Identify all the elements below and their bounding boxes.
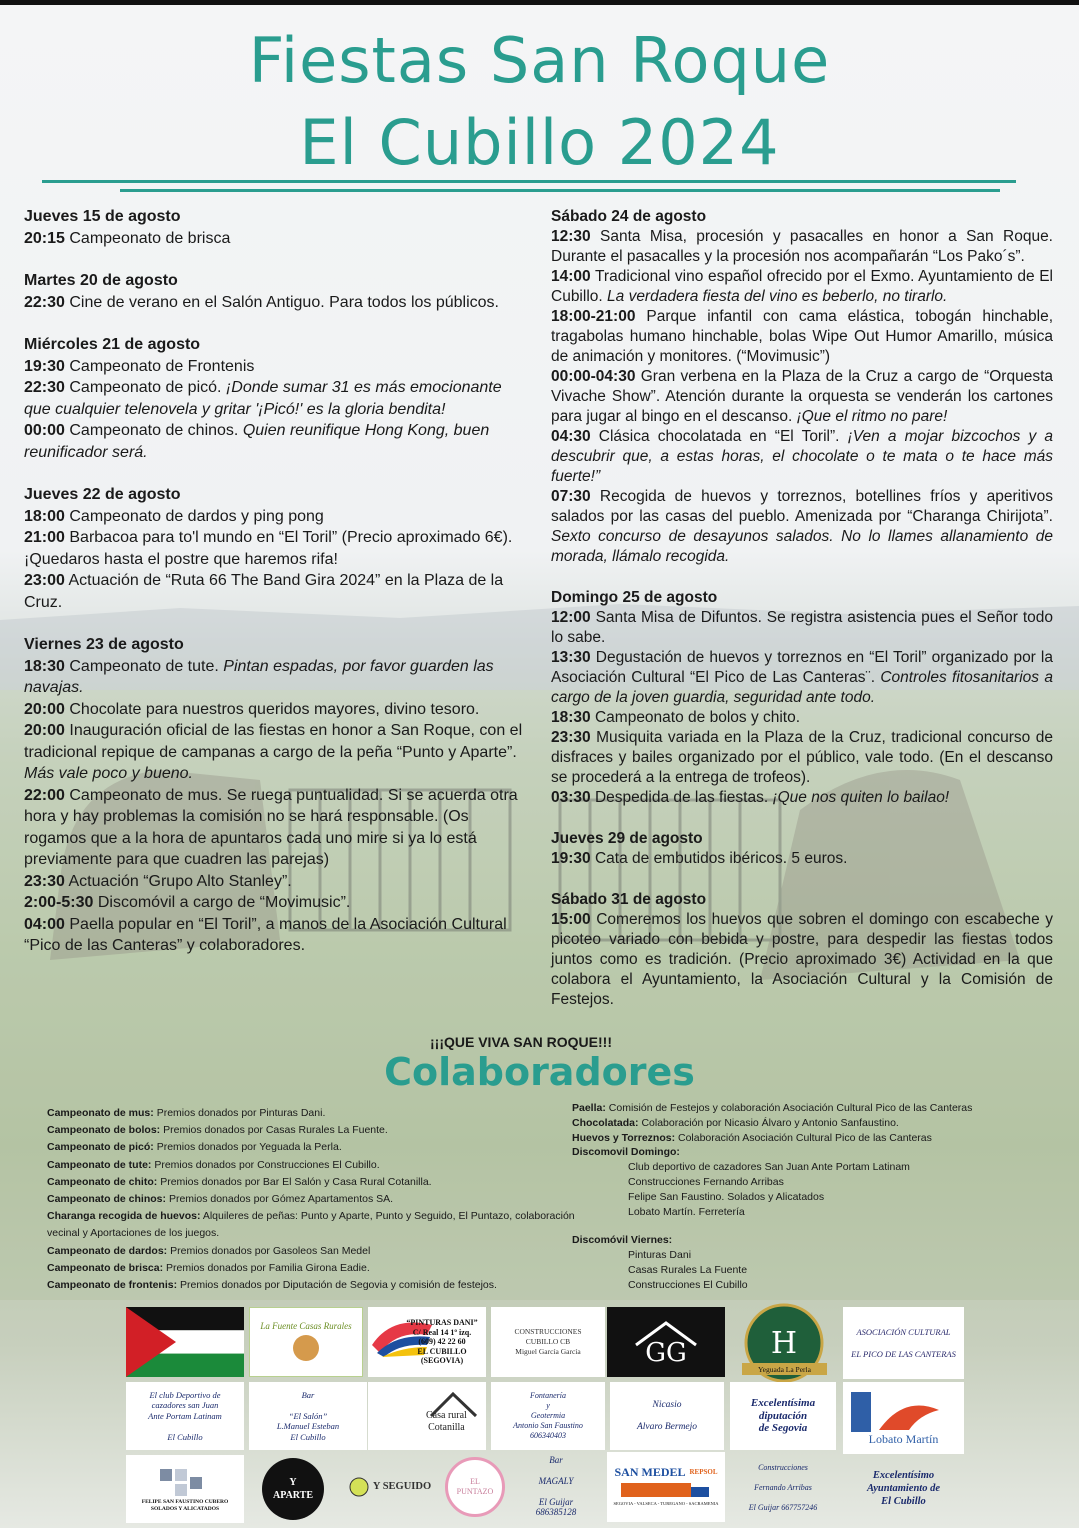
colaborador-line [47,1277,607,1294]
event-time: 23:00 [24,572,65,589]
program-event [24,420,524,463]
colaborador-text: Premios donados por Pinturas Dani. [156,1107,326,1119]
program-event [24,656,524,699]
title-rule-top [42,180,1016,183]
program-event [24,527,524,570]
colaborador-label: Campeonato de frontenis: [47,1279,178,1292]
event-text: Inauguración oficial de las fiestas en honor a San Roque, con el tradicional repique de campanas a cargo de la peña “Punto y Aparte”. [24,722,523,761]
event-time: 03:30 [551,789,591,806]
gg-logo [607,1307,725,1377]
event-time: 04:30 [551,428,591,445]
event-time: 19:30 [551,850,591,867]
discomovil-sponsor: Pinturas Dani [628,1249,692,1262]
colaborador-line [47,1243,607,1260]
event-text: Degustación de huevos y torreznos en “El Toril” organizado por la Asociación Cultural “El Pico de Las Canteras¨. [551,649,1053,686]
day-title: Sábado 31 de agosto [551,891,707,908]
program-event [551,487,1053,567]
colaborador-text: Premios donados por Yeguada la Perla. [156,1141,342,1154]
punto-y-seguido-logo: Y SEGUIDO [340,1472,440,1502]
event-italic-note: ¡Que el ritmo no pare! [796,408,948,425]
event-text: Cine de verano en el Salón Antiguo. Para todos los públicos. [69,293,499,311]
event-time: 07:30 [551,488,591,505]
program-event [24,699,524,721]
colaborador-line [47,1260,607,1277]
club-cazadores-logo: El club Deportivo de cazadores san Juan Ante Portam Latinam El Cubillo [126,1382,244,1450]
discomovil-sponsor: Club deportivo de cazadores San Juan Ante Portam Latinam [628,1161,910,1174]
colaborador-label: Huevos y Torreznos: [572,1131,676,1144]
viva-san-roque: ¡¡¡QUE VIVA SAN ROQUE!!! [430,1034,612,1050]
palestine-flag-logo [126,1307,244,1377]
discomovil-sponsor: Construcciones Fernando Arribas [628,1175,784,1188]
program-event [551,367,1053,427]
program-day [24,270,524,313]
title-line-2: El Cubillo 2024 [299,106,780,179]
event-time: 13:30 [551,649,591,666]
program-day [24,334,524,463]
program-event [551,728,1053,788]
day-title: Jueves 29 de agosto [551,830,703,847]
program-day [551,207,1053,567]
event-italic-note: Quien reunifique Hong Kong, buen reunificador será. [24,422,490,461]
program-day [551,588,1053,808]
pinturas-dani-logo: “PINTURAS DANI” C/ Real 14 1º izq. (609) 42 22 60 EL CUBILLO (SEGOVIA) [368,1307,486,1377]
event-time: 2:00-5:30 [24,894,94,911]
colaborador-line [47,1139,607,1156]
discomovil-viernes-label: Discomóvil Viernes: [572,1234,673,1247]
event-time: 20:00 [24,700,65,718]
event-text: Parque infantil con cama elástica, tobogán hinchable, tragabolas humano hinchable, bolas Wipe Out Humor Amarillo, música de animación y monitores. (“Movimusic”) [551,308,1053,365]
gasoleos-san-medel-logo: SAN MEDEL REPSOL SEGOVIA - VALSECA - TUREGANO - SACRAMENIA [607,1452,725,1522]
title-line-1: Fiestas San Roque [248,24,831,97]
program-event [551,227,1053,267]
colaborador-text: Premios donados por Construcciones El Cubillo. [154,1158,380,1171]
colaborador-line [572,1101,1052,1116]
casa-rural-cotanilla-logo: Casa rural Cotanilla [368,1382,486,1450]
discomovil-domingo-label: Discomovil Domingo: [572,1146,680,1159]
program-event [551,267,1053,307]
colaborador-label: Chocolatada: [572,1116,639,1129]
colaborador-label: Campeonato de chinos: [47,1193,167,1206]
colaborador-label: Campeonato de picó: [47,1141,154,1154]
event-time: 22:30 [24,379,65,396]
event-text: Paella popular en “El Toril”, a manos de la Asociación Cultural “Pico de las Canteras” y colaboradores. [24,915,507,954]
colaborador-label: Charanga recogida de huevos: [47,1210,201,1223]
event-time: 23:30 [24,872,65,890]
event-text: Campeonato de chinos. [69,422,239,439]
colaborador-text: Premios donados por Diputación de Segovia y comisión de festejos. [180,1279,497,1292]
day-title: Martes 20 de agosto [24,272,178,289]
event-text: Campeonato de mus. Se ruega puntualidad. Si se acuerda otra hora y hay problemas la comisión no se hará responsable. (Os rogamos que a la hora de apuntaros cada uno mire si ya lo está previamente para que cuadren las parejas) [24,786,518,868]
event-text: Discomóvil a cargo de “Movimusic”. [97,894,351,911]
colaborador-line [572,1131,1052,1146]
colaborador-label: Campeonato de mus: [47,1107,154,1119]
event-text: Campeonato de dardos y ping pong [69,507,324,525]
colaborador-label: Campeonato de brisca: [47,1261,164,1274]
discomovil-sponsor: Casas Rurales La Fuente [628,1263,748,1276]
colaboradores-title: Colaboradores [384,1050,695,1094]
event-italic-note: ¡Que nos quiten lo bailao! [772,789,950,806]
day-title: Miércoles 21 de agosto [24,336,201,353]
event-time: 21:00 [24,529,65,546]
event-time: 18:00-21:00 [551,308,636,325]
colaborador-line [47,1122,607,1139]
discomovil-sponsor: Construcciones El Cubillo [628,1278,748,1291]
event-time: 04:00 [24,915,65,933]
event-text: Barbacoa para to'l mundo en “El Toril” (Precio aproximado 6€). ¡Quedaros hasta el postre que haremos rifa! [24,529,513,568]
event-text: Clásica chocolatada en “El Toril”. [598,428,840,445]
event-text: Campeonato de picó. [69,379,222,396]
nicasio-logo: Nicasio Alvaro Bermejo [610,1382,724,1450]
event-text: Actuación de “Ruta 66 The Band Gira 2024” en la Plaza de la Cruz. [24,572,504,611]
program-event [24,892,524,914]
program-right-column [551,207,1053,1031]
event-time: 14:00 [551,268,591,285]
event-text: Campeonato de bolos y chito. [594,709,801,726]
colaborador-text: Premios donados por Gasoleos San Medel [170,1244,371,1257]
colaborador-text: Comisión de Festejos y colaboración Asociación Cultural Pico de las Canteras [608,1102,973,1114]
colaborador-line [47,1174,607,1191]
event-text: Campeonato de brisca [69,229,231,247]
colaborador-text: Premios donados por Familia Girona Eadie. [166,1261,370,1274]
title-rule-bottom [120,189,1000,192]
event-italic-note: La verdadera fiesta del vino es beberlo, no tirarlo. [607,288,948,305]
event-text: Santa Misa, procesión y pasacalles en honor a San Roque. Durante el pasacalles y la procesión nos acompañarán “Los Pako´s”. [551,228,1053,265]
day-title: Sábado 24 de agosto [551,208,707,225]
yeguada-la-perla-logo: H Yeguada La Perla [732,1303,837,1385]
event-italic-note: Más vale poco y bueno. [24,765,193,782]
event-text: Campeonato de tute. [69,657,219,675]
event-italic-note: Pintan espadas, por favor guarden las navajas. [24,657,494,696]
event-time: 20:15 [24,229,65,247]
discomovil-sponsor: Lobato Martín. Ferretería [628,1205,745,1218]
bar-magaly-logo: Bar MAGALY El Guijar 686385128 [535,1454,577,1517]
day-title: Jueves 15 de agosto [24,208,181,225]
colaborador-line [572,1116,1052,1131]
program-event [551,307,1053,367]
event-text: Musiquita variada en la Plaza de la Cruz, tradicional concurso de disfraces y bailes organizado por el público, vale todo. (En el descanso se procederá a la entrega de trofeos). [551,729,1053,786]
colaborador-text: Premios donados por Gómez Apartamentos SA. [168,1193,394,1206]
el-puntazo-logo: EL PUNTAZO [445,1457,505,1517]
event-time: 23:30 [551,729,591,746]
event-text: Actuación “Grupo Alto Stanley”. [68,872,292,890]
event-text: Gran verbena en la Plaza de la Cruz a cargo de “Orquesta Vivache Show”. Atención durante la orquesta se venderán los cartones para jugar al bingo en el descanso. [551,368,1053,425]
event-text: Cata de embutidos ibéricos. 5 euros. [594,850,848,867]
event-text: Recogida de huevos y torreznos, botellines fríos y aperitivos salados por las casas del pueblo. Amenizada por “Charanga Chirijota”. [551,488,1053,525]
program-event [24,914,524,957]
colaborador-line [47,1208,607,1242]
casas-rurales-la-fuente-logo: La Fuente Casas Rurales [249,1307,363,1377]
colaborador-line [47,1105,607,1122]
program-day [551,829,1053,869]
program-event [24,570,524,613]
colaborador-text: Alquileres de peñas: Punto y Aparte, Punto y Seguido, El Puntazo, colaboración vecinal y Aportaciones de los juegos. [47,1210,575,1240]
program-event [24,506,524,528]
event-time: 12:30 [551,228,591,245]
program-event [24,356,524,378]
colaborador-line [47,1191,607,1208]
event-time: 12:00 [551,609,591,626]
program-left-column [24,206,524,978]
top-border [0,0,1079,5]
program-event [24,228,524,250]
program-event [551,427,1053,487]
event-time: 20:00 [24,722,65,739]
event-time: 18:30 [551,709,591,726]
event-time: 22:00 [24,786,65,804]
lobato-martin-logo: Lobato Martín [843,1382,964,1454]
day-title: Viernes 23 de agosto [24,636,184,653]
asociacion-cultural-logo: ASOCIACIÓN CULTURAL EL PICO DE LAS CANTERAS [843,1307,964,1379]
colaborador-line [47,1157,607,1174]
program-event [24,292,524,314]
colaboradores-left-list [47,1105,607,1294]
colaborador-label: Campeonato de dardos: [47,1244,168,1257]
event-time: 00:00 [24,422,65,439]
colaborador-label: Campeonato de tute: [47,1158,152,1171]
bar-el-salon-logo: Bar “El Salón” L.Manuel Esteban El Cubillo [249,1382,367,1450]
event-time: 18:00 [24,507,65,525]
colaborador-text: Premios donados por Bar El Salón y Casa Rural Cotanilla. [160,1175,432,1188]
event-italic-note: ¡Donde sumar 31 es más emocionante que cualquier telenovela y gritar '¡Picó!' es la gloria bendita! [24,379,502,418]
colaboradores-right-list [572,1101,1052,1293]
program-event [551,910,1053,1010]
event-time: 19:30 [24,357,65,375]
program-event [24,785,524,871]
event-italic-note: Sexto concurso de desayunos salados. No lo llames allanamiento de morada, llámalo recogida. [551,528,1053,565]
colaborador-text: Colaboración por Nicasio Álvaro y Antonio Sanfaustino. [641,1116,899,1129]
event-text: Santa Misa de Difuntos. Se registra asistencia pues el Señor todo lo sabe. [551,609,1053,646]
program-event [551,788,1053,808]
program-event [551,648,1053,708]
colaborador-text: Premios donados por Casas Rurales La Fuente. [163,1124,388,1137]
day-title: Domingo 25 de agosto [551,589,718,606]
punto-y-aparte-logo: Y APARTE [262,1458,324,1520]
svg-text:GG: GG [645,1338,687,1367]
colaborador-text: Colaboración Asociación Cultural Pico de las Canteras [678,1131,932,1144]
colaborador-label: Campeonato de bolos: [47,1124,161,1137]
poster-title [0,20,1079,184]
event-text: Comeremos los huevos que sobren el domingo con escabeche y picoteo variado con bebida y postre, para despedir las fiestas todos juntos como es tradición. (Precio aproximado 3€) Actividad en la que colabora el Ayuntamiento, la Asociación Cultural y la Comisión de Festejos. [551,911,1054,1008]
event-time: 22:30 [24,293,65,311]
program-event [24,720,524,785]
event-italic-note: Controles fitosanitarios a cargo de la joven guardia, seguridad ante todo. [551,669,1053,706]
event-time: 18:30 [24,657,65,675]
event-text: Despedida de las fiestas. [594,789,769,806]
event-time: 00:00-04:30 [551,368,636,385]
program-day [551,890,1053,1010]
program-day [24,634,524,957]
event-text: Campeonato de Frontenis [69,357,255,375]
felipe-san-faustino-logo: FELIPE SAN FAUSTINO CUBERO SOLADOS Y ALICATADOS [126,1455,244,1523]
program-event [551,608,1053,648]
ayuntamiento-el-cubillo-logo: Excelentísimo Ayuntamiento de El Cubillo [866,1469,941,1507]
construcciones-cubillo-logo: CONSTRUCCIONES CUBILLO CB Miguel García García [491,1307,605,1377]
construcciones-fernando-arribas-logo: Construcciones Fernando Arribas El Guijar 667757246 [748,1463,818,1512]
program-event [24,871,524,893]
program-day [24,484,524,613]
event-italic-note: ¡Ven a mojar bizcochos y a descubrir que, a estas horas, el chocolate o te mata o te hace más fuerte!” [551,428,1053,485]
colaborador-label: Paella: [572,1102,606,1114]
event-time: 15:00 [551,911,591,928]
diputacion-segovia-logo: Excelentísima diputación de Segovia [730,1382,836,1450]
program-event [551,849,1053,869]
program-event [551,708,1053,728]
event-text: Chocolate para nuestros queridos mayores, divino tesoro. [69,700,480,718]
svg-text:H: H [770,1326,798,1361]
fontaneria-logo: Fontanería y Geotermia Antonio San Faustino 606340403 [491,1382,605,1450]
colaborador-label: Campeonato de chito: [47,1175,158,1188]
discomovil-sponsor: Felipe San Faustino. Solados y Alicatados [628,1190,825,1203]
day-title: Jueves 22 de agosto [24,486,181,503]
event-text: Tradicional vino español ofrecido por el Exmo. Ayuntamiento de El Cubillo. [551,268,1053,305]
program-event [24,377,524,420]
program-day [24,206,524,249]
